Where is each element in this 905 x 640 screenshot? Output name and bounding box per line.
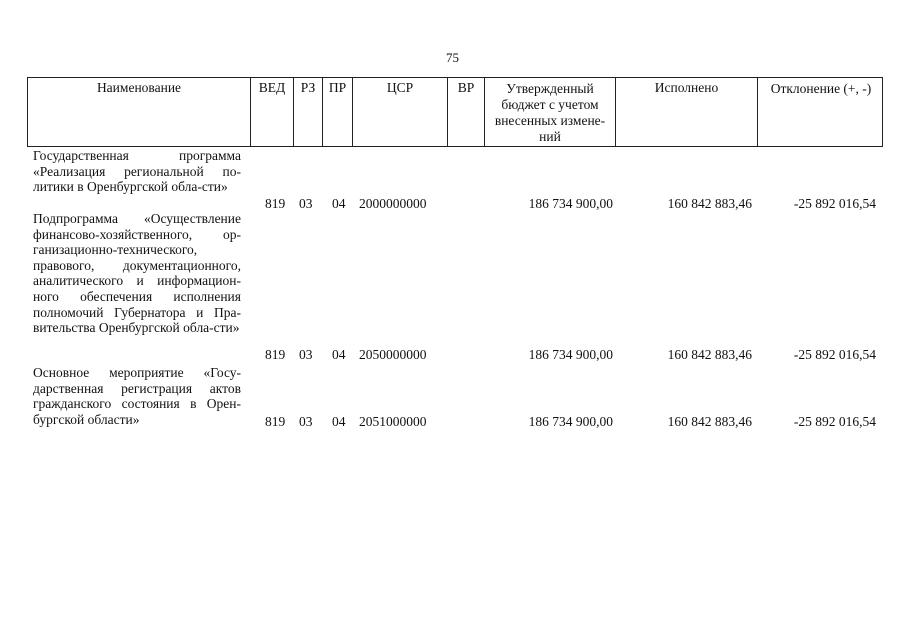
header-pr: ПР <box>322 78 352 146</box>
row-name: Государственная программа «Реализация региональной по-литики в Оренбургской обла-сти» <box>33 148 241 195</box>
row-ved: 819 <box>265 347 286 362</box>
header-budget: Утвержденный бюджет с учетом внесенных измене-ний <box>484 78 615 146</box>
page-number: 75 <box>446 50 459 65</box>
row-budget: 186 734 900,00 <box>528 414 613 429</box>
row-budget: 186 734 900,00 <box>528 196 613 211</box>
header-name: Наименование <box>96 80 182 95</box>
row-csr: 2050000000 <box>359 347 427 362</box>
row-pr: 04 <box>332 414 346 429</box>
header-csr: ЦСР <box>352 78 447 146</box>
row-deviation: -25 892 016,54 <box>793 196 876 211</box>
row-ved: 819 <box>265 414 286 429</box>
row-executed: 160 842 883,46 <box>667 347 752 362</box>
row-budget: 186 734 900,00 <box>528 347 613 362</box>
header-executed: Исполнено <box>615 78 757 146</box>
header-deviation: Отклонение (+, -) <box>757 78 884 146</box>
row-name: Подпрограмма «Осуществление финансово-хозяйственного, ор-ганизационно-технического, правового, документационного, аналитического и информацион-ного обеспечения исполнения полномочий Губернатора и Пра-вительства Оренбургской обла-сти» <box>33 211 241 336</box>
header-rz: РЗ <box>293 78 322 146</box>
row-rz: 03 <box>299 414 313 429</box>
row-csr: 2051000000 <box>359 414 427 429</box>
row-pr: 04 <box>332 347 346 362</box>
table-header <box>27 77 883 147</box>
row-deviation: -25 892 016,54 <box>793 347 876 362</box>
row-pr: 04 <box>332 196 346 211</box>
row-executed: 160 842 883,46 <box>667 414 752 429</box>
row-deviation: -25 892 016,54 <box>793 414 876 429</box>
row-name: Основное мероприятие «Госу-дарственная регистрация актов гражданского состояния в Орен-бургской области» <box>33 365 241 427</box>
header-vr: ВР <box>447 78 484 146</box>
row-rz: 03 <box>299 347 313 362</box>
header-ved: ВЕД <box>250 78 293 146</box>
row-ved: 819 <box>265 196 286 211</box>
row-rz: 03 <box>299 196 313 211</box>
row-executed: 160 842 883,46 <box>667 196 752 211</box>
row-csr: 2000000000 <box>359 196 427 211</box>
